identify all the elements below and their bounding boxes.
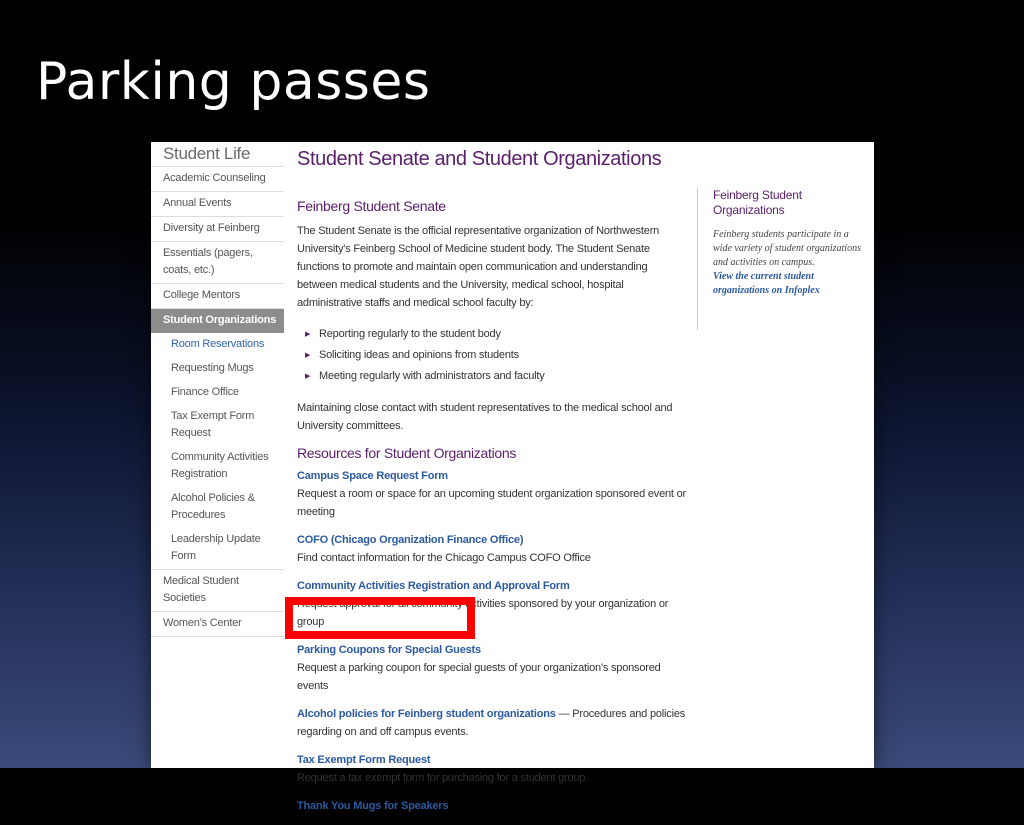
sidebar-item-annual-events[interactable]: Annual Events: [151, 191, 284, 216]
highlight-box: [285, 597, 475, 639]
tax-exempt-link[interactable]: Tax Exempt Form Request: [297, 754, 431, 766]
thank-you-mugs-link[interactable]: Thank You Mugs for Speakers: [297, 800, 449, 812]
contact-paragraph: Maintaining close contact with student representatives to the medical school and University committees.: [297, 402, 673, 432]
resource-item: [297, 797, 689, 815]
sidebar-item-womens-center[interactable]: Women's Center: [151, 611, 284, 637]
main-content: [297, 148, 689, 825]
sidebar-item-college-mentors[interactable]: College Mentors: [151, 283, 284, 308]
alcohol-policies-link[interactable]: Alcohol policies for Feinberg student organizations: [297, 708, 556, 720]
sidebar-subitem-requesting-mugs[interactable]: Requesting Mugs: [171, 362, 254, 374]
sidebar-item-medical-societies[interactable]: Medical Student Societies: [151, 569, 284, 611]
campus-space-link[interactable]: Campus Space Request Form: [297, 470, 448, 482]
sidebar-subitem-room-reservations[interactable]: Room Reservations: [171, 338, 265, 350]
sidebar-item-diversity[interactable]: Diversity at Feinberg: [151, 216, 284, 241]
resource-description: Request a parking coupon for special guests of your organization's sponsored events: [297, 662, 661, 692]
sidebar-item-student-organizations[interactable]: Student Organizations: [151, 308, 284, 333]
resource-item: [297, 705, 689, 741]
sidebar-nav: [151, 142, 284, 637]
community-activities-link[interactable]: Community Activities Registration and Approval Form: [297, 580, 570, 592]
right-box-text: Feinberg students participate in a wide variety of student organizations and activities on campus.: [713, 229, 861, 268]
senate-bullet-list: [305, 324, 689, 387]
resource-item: [297, 751, 689, 787]
senate-paragraph: The Student Senate is the official representative organization of Northwestern University's Feinberg School of Medicine student body. The Student Senate functions to promote and maintain open communication and understanding between medical students and the University, medical school, hospital administrative staffs and medical school faculty by:: [297, 225, 660, 309]
resource-item: [297, 641, 689, 695]
right-info-box: [697, 188, 869, 330]
sidebar-subitem-tax-exempt[interactable]: Tax Exempt Form Request: [171, 410, 255, 439]
resource-description: Find contact information for the Chicago Campus COFO Office: [297, 552, 591, 564]
parking-coupons-link[interactable]: Parking Coupons for Special Guests: [297, 644, 481, 656]
resource-description: Request approval for all community activities sponsored by your organization or group: [297, 598, 669, 628]
slide-title: Parking passes: [36, 52, 431, 112]
alcohol-policies-row: [297, 705, 689, 741]
resource-description: Request a room or space for an upcoming student organization sponsored event or meeting: [297, 488, 686, 518]
list-item: ▶ Meeting regularly with administrators and faculty: [305, 366, 689, 387]
cofo-link[interactable]: COFO (Chicago Organization Finance Office): [297, 534, 524, 546]
list-item: ▶ Reporting regularly to the student body: [305, 324, 689, 345]
website-screenshot: [151, 142, 874, 812]
resource-description: — Procedures and policies regarding on and off campus events.: [297, 708, 686, 738]
resources-heading: Resources for Student Organizations: [297, 445, 517, 461]
right-box-title: Feinberg Student Organizations: [713, 188, 802, 217]
sidebar-subitem-leadership-update[interactable]: Leadership Update Form: [171, 533, 261, 562]
resource-description: Request a tax exempt form for purchasing for a student group.: [297, 772, 589, 784]
resource-item: [297, 531, 689, 567]
sidebar-heading: Student Life: [163, 144, 251, 163]
sidebar-subitem-alcohol-policies[interactable]: Alcohol Policies & Procedures: [171, 492, 255, 521]
senate-heading: Feinberg Student Senate: [297, 198, 446, 214]
resource-item: [297, 467, 689, 521]
list-item: ▶ Soliciting ideas and opinions from students: [305, 345, 689, 366]
infoplex-link[interactable]: View the current student organizations on Infoplex: [713, 271, 820, 296]
sidebar-subitem-finance-office[interactable]: Finance Office: [171, 386, 239, 398]
page-title: Student Senate and Student Organizations: [297, 148, 662, 170]
sidebar-item-essentials[interactable]: Essentials (pagers, coats, etc.): [151, 241, 284, 283]
sidebar-subitem-community-activities[interactable]: Community Activities Registration: [171, 451, 269, 480]
sidebar-item-academic-counseling[interactable]: Academic Counseling: [151, 166, 284, 191]
